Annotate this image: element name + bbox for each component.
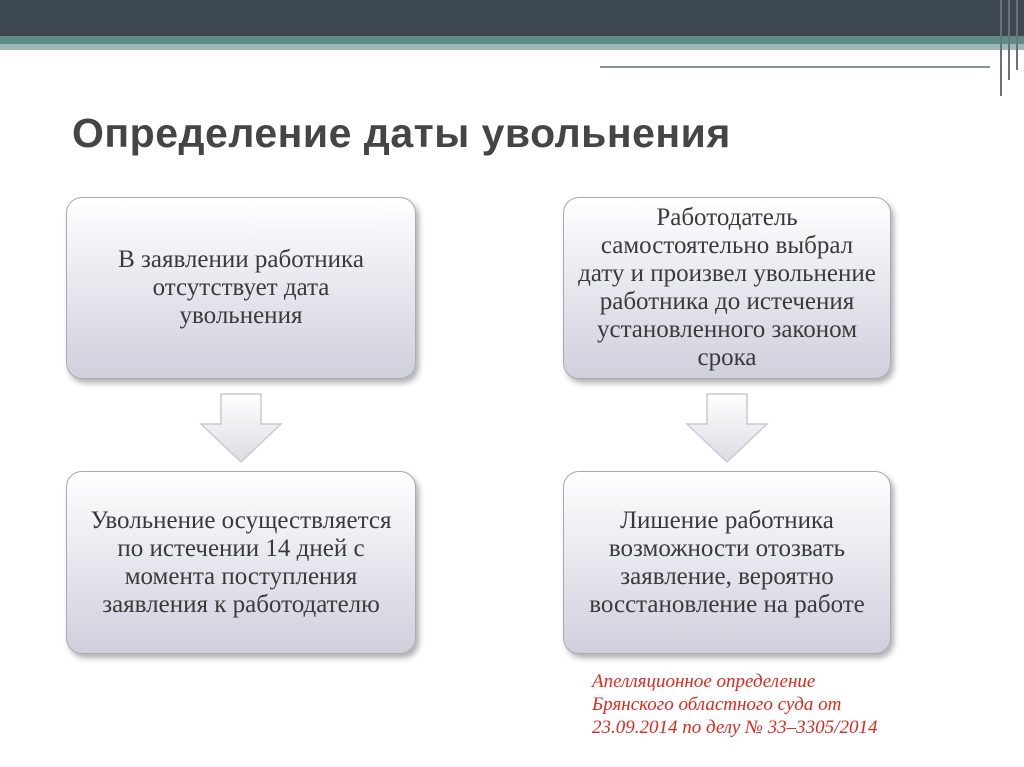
right-bottom-box-text: Лишение работника возможности отозвать заявление, вероятно восстановление на работе bbox=[589, 506, 865, 618]
court-citation: Апелляционное определение Брянского областного суда от 23.09.2014 по делу № 33–3305/2014 bbox=[592, 671, 878, 738]
header-vertical-line bbox=[1008, 0, 1010, 80]
slide-title: Определение даты увольнения bbox=[72, 110, 731, 156]
left-top-box-text: В заявлении работника отсутствует дата увольнения bbox=[118, 246, 364, 329]
right-top-box bbox=[563, 197, 891, 379]
down-arrow-icon bbox=[199, 392, 283, 464]
left-bottom-box-text: Увольнение осуществляется по истечении 14 дней с момента поступления заявления к работодателю bbox=[90, 506, 392, 618]
header-stripe bbox=[0, 36, 1024, 44]
header-vertical-line bbox=[1000, 0, 1002, 96]
left-bottom-box bbox=[66, 471, 416, 654]
down-arrow-icon bbox=[685, 392, 769, 464]
right-top-box-text: Работодатель самостоятельно выбрал дату и произвел увольнение работника до истечения установленного законом срока bbox=[578, 204, 876, 371]
right-bottom-box bbox=[563, 471, 891, 654]
header-stripe-light bbox=[0, 44, 1024, 50]
header-divider-line bbox=[600, 66, 990, 68]
header-vertical-line bbox=[1016, 0, 1018, 70]
header-bar bbox=[0, 0, 1024, 36]
left-top-box bbox=[66, 197, 416, 379]
